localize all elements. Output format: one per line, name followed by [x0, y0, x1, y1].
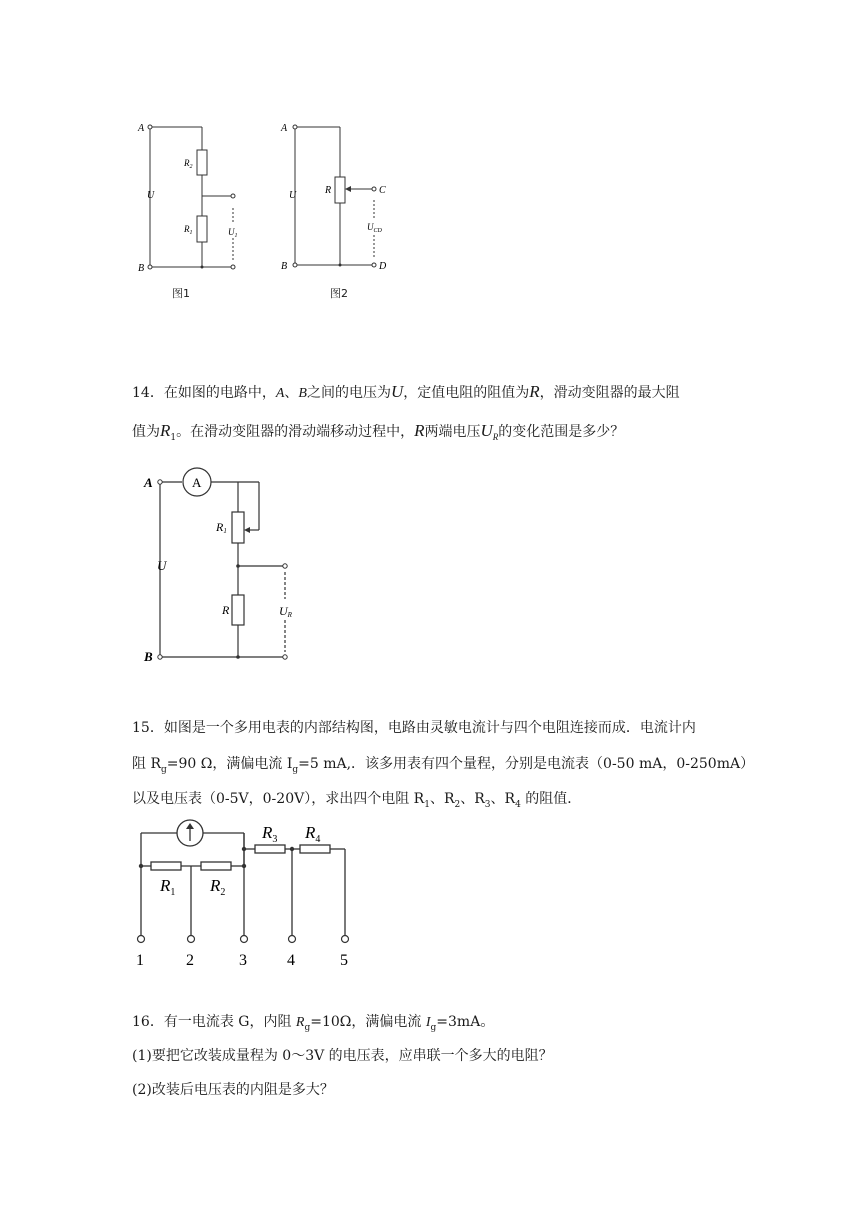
fig1-label-r1: R — [184, 224, 190, 234]
q15-sub: g — [161, 764, 167, 775]
q15-fig-r3-sub: 3 — [272, 834, 278, 845]
q14-number: 14． — [132, 385, 164, 401]
q14-fig-label-ur: U — [279, 604, 288, 618]
q15-text: 的阻值． — [520, 791, 582, 807]
fig1-label-r2-sub: 2 — [189, 164, 193, 170]
q14-text: 两端电压 — [424, 424, 481, 440]
q14-circuit — [130, 462, 320, 672]
svg-text:UCD — [367, 222, 383, 234]
q15-fig-r2-sub: 2 — [220, 887, 226, 898]
q14-symbol-r: R — [414, 421, 425, 440]
q14-symbol-a: A — [275, 386, 285, 401]
q15-number: 15． — [132, 720, 164, 736]
q14-symbol-ur-sub: R — [492, 431, 499, 442]
fig1-label-u1: U — [228, 227, 235, 237]
fig2-label-ucd-sub: CD — [373, 228, 382, 234]
q15-sub: g — [292, 764, 299, 775]
q16-line-2: (1)要把它改装成量程为 0～3V 的电压表，应串联一个多大的电阻？ — [132, 1048, 553, 1064]
q16-line-1 — [132, 1012, 494, 1038]
q14-fig-label-a: A — [144, 475, 153, 490]
q16-symbol-r: R — [295, 1015, 305, 1030]
q15-text: 如图是一个多用电表的内部结构图，电路由灵敏电流计与四个电阻连接而成．电流计内 — [163, 720, 696, 736]
figure-2-circuit — [275, 110, 415, 310]
fig1-label-u1-sub: 1 — [234, 233, 238, 239]
q14-text: ，滑动变阻器的最大阻 — [539, 385, 680, 401]
q14-fig-label-r1-sub: 1 — [223, 527, 227, 535]
q16-text: 有一电流表 G，内阻 — [163, 1014, 296, 1030]
q14-symbol-r1-sub: 1 — [170, 432, 177, 443]
q15-text: =5 mA,．该多用表有四个量程，分别是电流表（0-50 mA，0-250mA） — [298, 756, 755, 772]
q15-fig-r4: R — [305, 823, 316, 842]
svg-text:R1 — [159, 876, 175, 898]
fig1-label-u: U — [147, 190, 155, 201]
fig2-label-c: C — [379, 185, 386, 196]
q14-fig-label-ur-sub: R — [287, 611, 292, 619]
q15-sub: 4 — [515, 799, 521, 810]
q14-symbol-b: B — [298, 386, 307, 401]
q14-fig-label-r1: R — [216, 520, 224, 534]
fig2-label-ucd: U — [367, 222, 374, 232]
q14-symbol-r: R — [529, 382, 540, 401]
q16-text: =10Ω，满偏电流 — [310, 1014, 426, 1030]
q14-fig-label-b: B — [144, 649, 153, 664]
q15-terminal-2: 2 — [186, 952, 194, 969]
q15-text: 、R — [490, 791, 516, 807]
q14-line-1 — [132, 382, 680, 404]
figure-1-caption: 图1 — [172, 287, 190, 300]
q14-symbol-ur: U — [480, 421, 493, 440]
svg-text:R3 — [261, 823, 277, 845]
q14-text: 、 — [284, 385, 299, 401]
q15-terminal-1: 1 — [136, 952, 144, 969]
q15-text: 以及电压表（0-5V，0-20V），求出四个电阻 R — [132, 791, 425, 807]
q16-symbol-i: I — [425, 1015, 431, 1030]
q16-sub: g — [304, 1022, 311, 1033]
svg-text:R4 — [304, 823, 320, 845]
svg-text:R2 — [209, 876, 225, 898]
figure-2-caption: 图2 — [330, 287, 348, 300]
q15-text: 阻 R — [132, 756, 161, 772]
q15-text: 、R — [460, 791, 485, 807]
q15-terminal-3: 3 — [239, 952, 247, 969]
q16-number: 16． — [132, 1014, 164, 1030]
q15-fig-r3: R — [262, 823, 273, 842]
q15-line-1 — [132, 718, 696, 738]
fig1-label-r2: R — [184, 158, 190, 168]
q15-sub: 3 — [484, 799, 491, 810]
q14-text: 的变化范围是多少？ — [498, 424, 625, 440]
fig2-label-d: D — [379, 261, 387, 272]
q15-line-3 — [132, 789, 581, 815]
q14-symbol-r1: R — [160, 421, 171, 440]
q15-sub: 2 — [454, 799, 461, 810]
svg-text:R1 — [183, 224, 193, 236]
q15-fig-r4-sub: 4 — [315, 834, 321, 845]
q14-text: 在如图的电路中， — [163, 385, 276, 401]
q15-sub: 1 — [424, 799, 430, 810]
q15-text: =90 Ω，满偏电流 I — [166, 756, 293, 772]
fig2-label-u: U — [289, 190, 297, 201]
q14-text: ，定值电阻的阻值为 — [403, 385, 530, 401]
q15-terminal-4: 4 — [287, 952, 295, 969]
q15-fig-r1: R — [160, 876, 171, 895]
q16-text: =3mA。 — [436, 1014, 495, 1030]
q14-fig-label-r: R — [222, 603, 230, 617]
fig1-label-b: B — [138, 263, 145, 274]
svg-text:R2 — [183, 158, 193, 170]
svg-text:U1 — [228, 227, 238, 239]
fig1-label-r1-sub: 1 — [189, 230, 193, 236]
fig2-label-a: A — [281, 123, 288, 134]
q16-sub: g — [430, 1022, 437, 1033]
fig2-label-b: B — [281, 261, 288, 272]
fig1-label-a: A — [138, 123, 145, 134]
q15-terminal-5: 5 — [340, 952, 348, 969]
q15-multimeter-circuit — [125, 815, 365, 975]
q15-fig-r1-sub: 1 — [170, 887, 176, 898]
q14-fig-label-u: U — [157, 558, 167, 573]
svg-text:UR — [279, 604, 293, 619]
q14-text: 值为 — [132, 424, 160, 440]
figure-1-circuit — [120, 110, 260, 310]
q14-symbol-u: U — [390, 382, 404, 401]
q14-text: 之间的电压为 — [306, 385, 391, 401]
ammeter-label: A — [192, 475, 202, 490]
q15-line-2 — [132, 754, 754, 780]
q16-line-3: (2)改装后电压表的内阻是多大？ — [132, 1082, 334, 1098]
q14-text: 。在滑动变阻器的滑动端移动过程中， — [176, 424, 415, 440]
q15-fig-r2: R — [210, 876, 221, 895]
fig2-label-r: R — [325, 185, 332, 196]
q15-text: 、R — [429, 791, 455, 807]
svg-text:R1 — [215, 520, 227, 535]
q14-line-2 — [132, 421, 624, 448]
